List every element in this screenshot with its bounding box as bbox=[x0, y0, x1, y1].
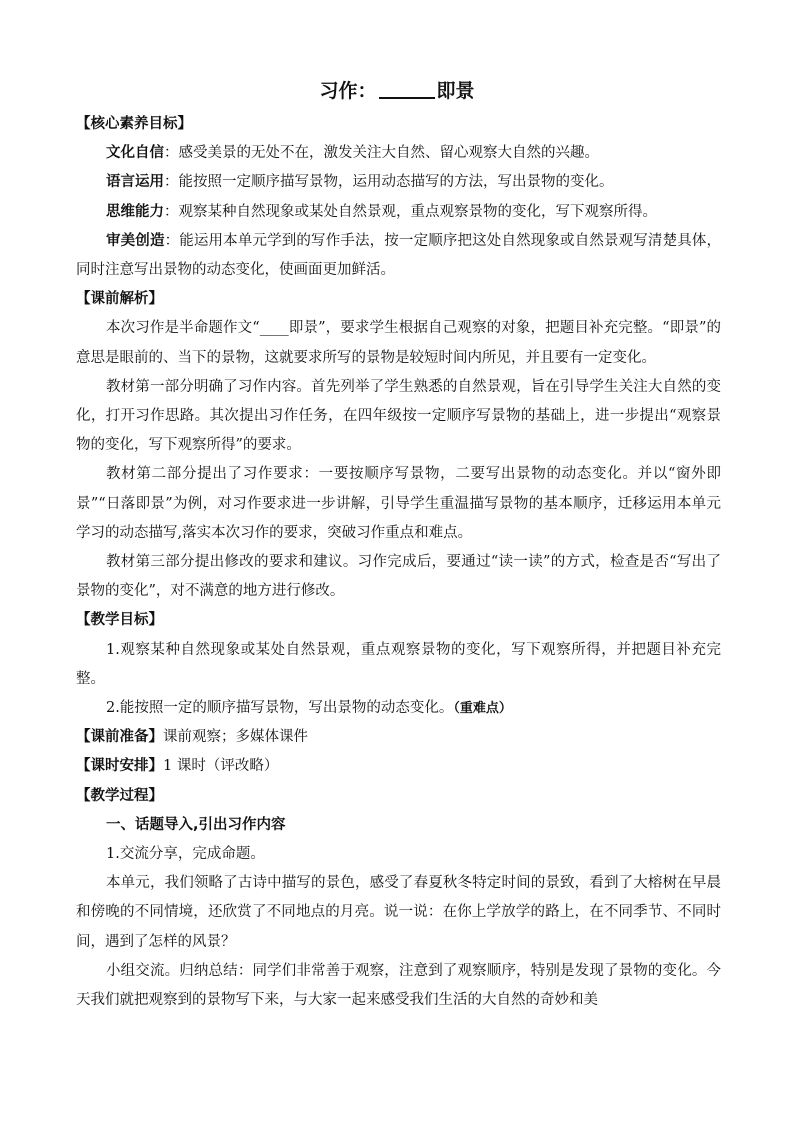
title-prefix: 习作： bbox=[319, 80, 377, 102]
objective-item-1: 1.观察某种自然现象或某处自然景观，重点观察景物的变化，写下观察所得，并把题目补充完整。 bbox=[76, 641, 721, 687]
document-title bbox=[0, 78, 794, 104]
goal-item bbox=[76, 198, 721, 227]
goal-label: 审美创造 bbox=[106, 232, 165, 249]
section-heading-process: 【教学过程】 bbox=[76, 787, 163, 804]
analysis-paragraph: 本次习作是半命题作文“____即景”，要求学生根据自己观察的对象，把题目补充完整。“即景”的意思是眼前的、当下的景物，这就要求所写的景物是较短时间内所见，并且要有一定变化。 bbox=[76, 320, 721, 366]
title-blank bbox=[379, 79, 435, 99]
title-suffix: 即景 bbox=[436, 80, 475, 102]
goal-item bbox=[76, 168, 721, 197]
schedule-line bbox=[76, 752, 721, 781]
section-heading-analysis: 【课前解析】 bbox=[76, 291, 163, 308]
document-body bbox=[76, 110, 721, 1015]
goal-text: ：能按照一定顺序描写景物，运用动态描写的方法，写出景物的变化。 bbox=[164, 174, 614, 191]
analysis-paragraph: 教材第三部分提出修改的要求和建议。习作完成后，要通过“读一读”的方式，检查是否“写出了景物的变化”，对不满意的地方进行修改。 bbox=[76, 554, 721, 600]
process-paragraph: 小组交流。归纳总结：同学们非常善于观察，注意到了观察顺序，特别是发现了景物的变化。今天我们就把观察到的景物写下来，与大家一起来感受我们生活的大自然的奇妙和美 bbox=[76, 962, 721, 1009]
goal-label: 语言运用 bbox=[106, 174, 164, 191]
schedule-text: 1 课时（评改略） bbox=[163, 758, 279, 775]
goal-label: 思维能力 bbox=[106, 203, 164, 220]
section-heading-objectives: 【教学目标】 bbox=[76, 612, 163, 629]
section-heading-schedule: 【课时安排】 bbox=[76, 758, 163, 775]
goal-text: ：能运用本单元学到的写作手法，按一定顺序把这处自然现象或自然景观写清楚具体，同时注意写出景物的动态变化，使画面更加鲜活。 bbox=[76, 232, 722, 279]
prep-text: 课前观察；多媒体课件 bbox=[163, 729, 308, 746]
goal-label: 文化自信 bbox=[106, 145, 164, 162]
analysis-paragraph: 教材第二部分提出了习作要求：一要按顺序写景物，二要写出景物的动态变化。并以“窗外即景”“日落即景”为例，对习作要求进一步讲解，引导学生重温描写景物的基本顺序，迁移运用本单元学习的动态描写,落实本次习作的要求，突破习作重点和难点。 bbox=[76, 466, 721, 541]
prep-line bbox=[76, 723, 721, 752]
analysis-paragraph: 教材第一部分明确了习作内容。首先列举了学生熟悉的自然景观，旨在引导学生关注大自然的变化，打开习作思路。其次提出习作任务，在四年级按一定顺序写景物的基础上，进一步提出“观察景物的变化，写下观察所得”的要求。 bbox=[76, 378, 721, 454]
process-step-heading: 一、话题导入,引出习作内容 bbox=[106, 816, 286, 833]
objective-text: 2.能按照一定的顺序描写景物，写出景物的动态变化。 bbox=[106, 700, 454, 717]
key-point-tag: （重难点） bbox=[453, 701, 512, 717]
section-heading-goals: 【核心素养目标】 bbox=[76, 116, 192, 132]
process-paragraph: 本单元，我们领略了古诗中描写的景色，感受了春夏秋冬特定时间的景致，看到了大榕树在早晨和傍晚的不同情境，还欣赏了不同地点的月亮。说一说：在你上学放学的路上，在不同季节、不同时间，遇到了怎样的风景？ bbox=[76, 875, 721, 950]
goal-item bbox=[76, 139, 721, 168]
goal-text: ：观察某种自然现象或某处自然景观，重点观察景物的变化，写下观察所得。 bbox=[164, 203, 657, 220]
section-heading-prep: 【课前准备】 bbox=[76, 729, 163, 746]
process-substep: 1.交流分享，完成命题。 bbox=[106, 846, 265, 863]
objective-item-2 bbox=[76, 694, 721, 723]
goal-item bbox=[76, 227, 721, 285]
goal-text: ：感受美景的无处不在，激发关注大自然、留心观察大自然的兴趣。 bbox=[164, 145, 599, 162]
